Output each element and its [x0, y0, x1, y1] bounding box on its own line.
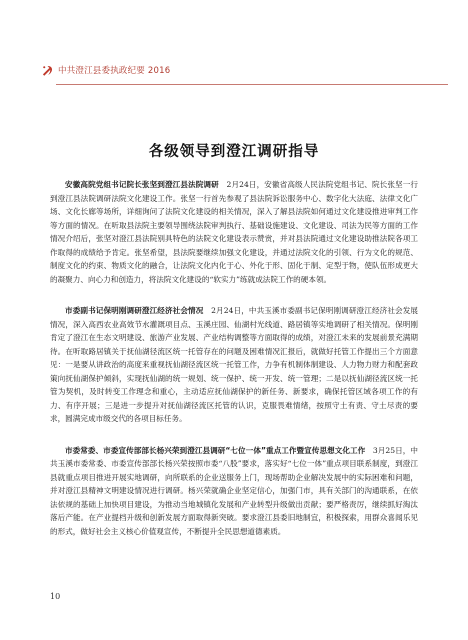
page-number: 10	[50, 592, 61, 601]
article-2	[50, 304, 418, 426]
article-text: 2月24日，中共玉溪市委副书记保明刚调研澄江经济社会发展情况，深入高西农业高效节水灌溉项目点、玉溪庄园、仙湖村光线道、路居镇等实地调研了相关情况。保明刚肯定了澄江在生态文明建设、旅游产业发展、产业结构调整等方面取得的成绩，对澄江未来的发展前景充满期待。在听取路居镇关于抚仙湖径流区统一托管存在的问题及困难情况汇报后，就做好托管工作提出三个方面意见：一是要从讲政治的高度来重视抚仙湖径流区统一托管工作，力争有机制体制建设、人力物力财力和配套政策向抚仙湖保护倾斜，实现抚仙湖的统一规划、统一保护、统一开发、统一管理；二是以抚仙湖径流区统一托管为契机，及时转变工作理念和重心，主动适应抚仙湖保护的新任务、新要求，确保托管区域各项工作的有力、有序开展；三是进一步提升对抚仙湖径流区托管的认识，克服畏难情绪，按照守土有责、守土尽责的要求，圆满完成市级交代的各项目标任务。	[50, 306, 418, 423]
party-emblem-icon	[40, 63, 54, 77]
page-title: 各级领导到澄江调研指导	[148, 143, 320, 160]
article-text: 3月25日，中共玉溪市委常委、市委宣传部部长杨兴荣按照市委“八股”要求，落实好“七位一体”重点项目联系制度，到澄江县就重点项目推进开展实地调研，向所联系的企业送服务上门，现场帮助企业解决发展中的实际困难和问题，并对澄江县精神文明建设情况进行调研。杨兴荣就确企业坚定信心，加强门市，具有关部门的沟通联系，在依法依规的基础上加快项目建设，为推动当地城镇化发展和产业转型升级做出贡献；要严格责厉，继续抓好淘汰落后产能。在产业提档升级和创新发展方面取得新突破。要求澄江县委旧地制宜，积极探索，用群众喜闻乐见的形式，做好社会主义核心价值观宣传，不断提升全民思想道德素质。	[50, 445, 418, 536]
article-heading: 安徽高院党组书记院长张坚到澄江县法院调研	[65, 180, 219, 189]
page-header	[40, 62, 440, 78]
article-heading: 市委常委、市委宣传部部长杨兴荣到澄江县调研“七位一体”重点工作暨宣传思想文化工作	[65, 445, 366, 455]
article-heading: 市委副书记保明刚调研澄江经济社会情况	[65, 306, 204, 315]
article-body	[50, 178, 418, 556]
running-header-title: 中共澄江县委执政纪要 2016	[58, 66, 171, 76]
header-divider	[56, 84, 448, 85]
article-3	[50, 444, 418, 539]
article-text: 2月24日，安徽省高级人民法院党组书记、院长张坚一行到澄江县法院调研法院文化建设工作。张坚一行首先参观了县法院诉讼服务中心、数字化大法庭、法律文化广场、文化长廊等场所，详细询问了法院文化建设的相关情况，深入了解县法院如何通过文化建设推进审判工作等方面的情况。在听取县法院主要领导围绕法院审判执行、基础设施建设、文化建设、司法为民等方面的工作情况介绍后，张坚对澄江县法院别具特色的法院文化建设表示赞赏，并对县法院通过文化建设助推法院各项工作取得的成绩给予肯定。张坚希望，县法院要继续加强文化建设，并通过法院文化的引领、行为文化的规范、制度文化的约束、物质文化的融合，让法院文化内化于心、外化于形、固化于制、定型于物，使队伍形成更大的凝聚力、向心力和创造力，将法院文化建设的“软实力”练就成法院工作的硬本领。	[50, 180, 419, 284]
article-1	[50, 178, 418, 286]
